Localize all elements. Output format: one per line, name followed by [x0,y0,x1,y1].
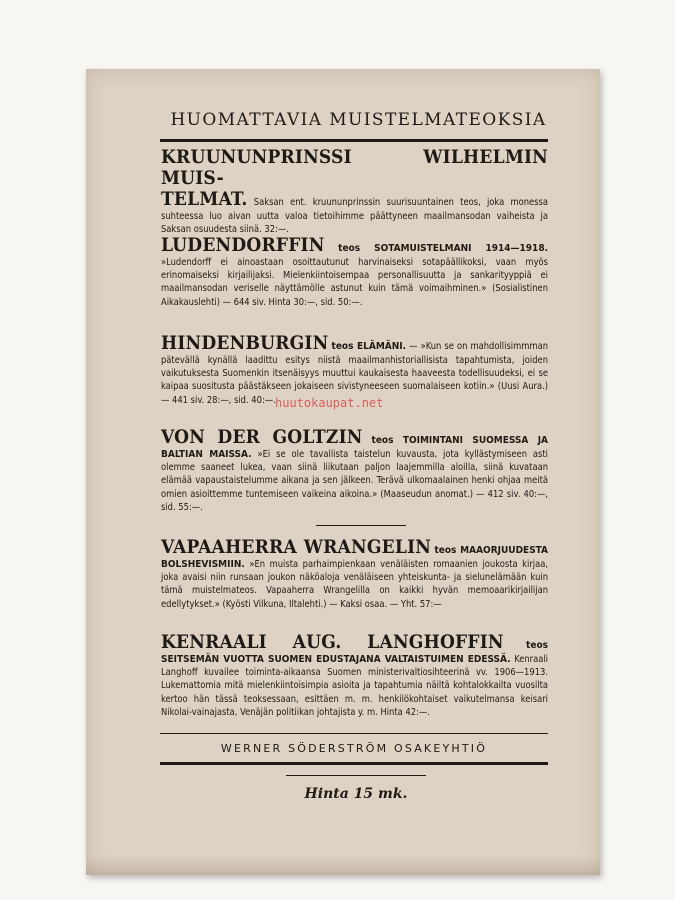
entry-body: »Ludendorff ei ainoastaan osoittautunut harvinaiseksi sotapäällikoksi, vaan myös erinomaiseksi kirjailijaksi. Mielenkiintoisempaa personallisuutta ja sankarityyppiä ei maailmansodan veriselle näyttämölle astunut kuin tämä voimaihminen.» (Sosialistinen Aikakauslehti) — 644 siv. Hinta 30:—, sid. 50:—. [161,257,548,308]
entry-subtitle: teos SOTAMUISTELMANI 1914—1918. [338,243,548,254]
publisher-rule-bottom [160,762,548,765]
cover-shadow [86,855,600,875]
entry-title: HINDENBURGIN [161,332,329,354]
book-back-cover [86,69,600,875]
entry-subtitle: teos SEITSEMÄN VUOTTA SUOMEN EDUSTAJANA VALTAISTUIMEN EDESSÄ. [161,640,548,665]
entry-body: — »Kun se on mahdollisimmman pätevällä kynällä laadittu esitys niistä maailmanhistoriallisista tapahtumista, joiden vaikutuksesta Suomenkin itsenäisyys muuttui kaukaisesta haaveesta todellisuudeksi, ei se kaipaa suositusta päästäkseen jokaiseen sivistyneeseen suomalaiseen kotiin.» (Uusi Aura.) — 441 siv. 28:—, sid. 40:—. [161,341,548,406]
publisher-name: WERNER SÖDERSTRÖM OSAKEYHTIÖ [220,742,488,755]
entry-title: KRUUNUNPRINSSI WILHELMIN MUIS- [161,146,548,189]
page-heading: HUOMATTAVIA MUISTELMATEOKSIA [170,110,547,130]
entry-wilhelm [161,147,548,236]
price-label: Hinta 15 mk. [304,786,408,802]
section-divider [316,525,406,526]
entry-body: »En muista parhaimpienkaan venäläisten romaanien joukosta kirjaa, joka avaisi niin runsaan joukon näköaloja venäläiseen yhteiskunta- ja sielunelämään kuin tämä muistelmateos. Vapaaherra Wrangelilla on kaikki hyvän memoaarikirjailijan edellytykset.» (Kyösti Vilkuna, Iltalehti.) — Kaksi osaa. — Yht. 57:— [161,559,548,610]
entry-subtitle: teos MAAORJUUDESTA BOLSHEVISMIIN. [161,545,549,570]
entry-body: Kenraali Langhoff kuvailee toiminta-aikaansa Suomen ministerivaltiosihteerinä vv. 1906—1913. Lukemattomia mitä mielenkiintoisimpia asioita ja tapahtumia näiltä kohtalokkailta vuosilta kertoo hän tässä teoksessaan, esittäen m. m. henkilökohtaiset vaikutelmansa keisari Nikolai-vainajasta, Venäjän politiikan johtajista y. m. Hinta 42:—. [161,654,549,718]
entry-title: LUDENDORFFIN [161,234,325,256]
entry-title: VON DER GOLTZIN [161,426,363,448]
entry-langhoff [161,632,548,719]
entry-title-continued: TELMAT. [161,188,248,210]
entry-ludendorff [161,235,548,309]
entry-subtitle: teos ELÄMÄNI. [331,341,407,352]
entry-von-der-goltz [161,427,548,514]
entry-wrangel [161,537,548,611]
entry-title: KENRAALI AUG. LANGHOFFIN [161,631,504,653]
publisher-rule-top [160,733,548,734]
entry-subtitle: teos TOIMINTANI SUOMESSA JA BALTIAN MAISSA. [161,435,549,460]
entry-title: VAPAAHERRA WRANGELIN [161,536,432,558]
heading-rule [160,139,548,142]
entry-body: »Ei se ole tavallista taistelun kuvausta, jota kyllästymiseen asti olemme saaneet lukea, vaan siinä liikutaan paljon laajemmilla aloilla, siinä kuvataan elämää vapaustaistelumme aikana ja sen jälkeen. Terävä ulkomaalainen henki ohjaa meitä omien asioittemme tuntemiseen vaikeina aikoina.» (Maaseudun anomat.) — 412 siv. 40:—, sid. 55:—. [161,449,548,513]
entry-body: Saksan ent. kruununprinssin suurisuuntainen teos, joka monessa suhteessa luo aivan uutta valoa tietoihimme päättyneen maailmansodan vaiheista ja Saksan osuudesta siinä. 32:—. [161,197,549,236]
watermark-text: huutokaupat.net [275,396,384,410]
